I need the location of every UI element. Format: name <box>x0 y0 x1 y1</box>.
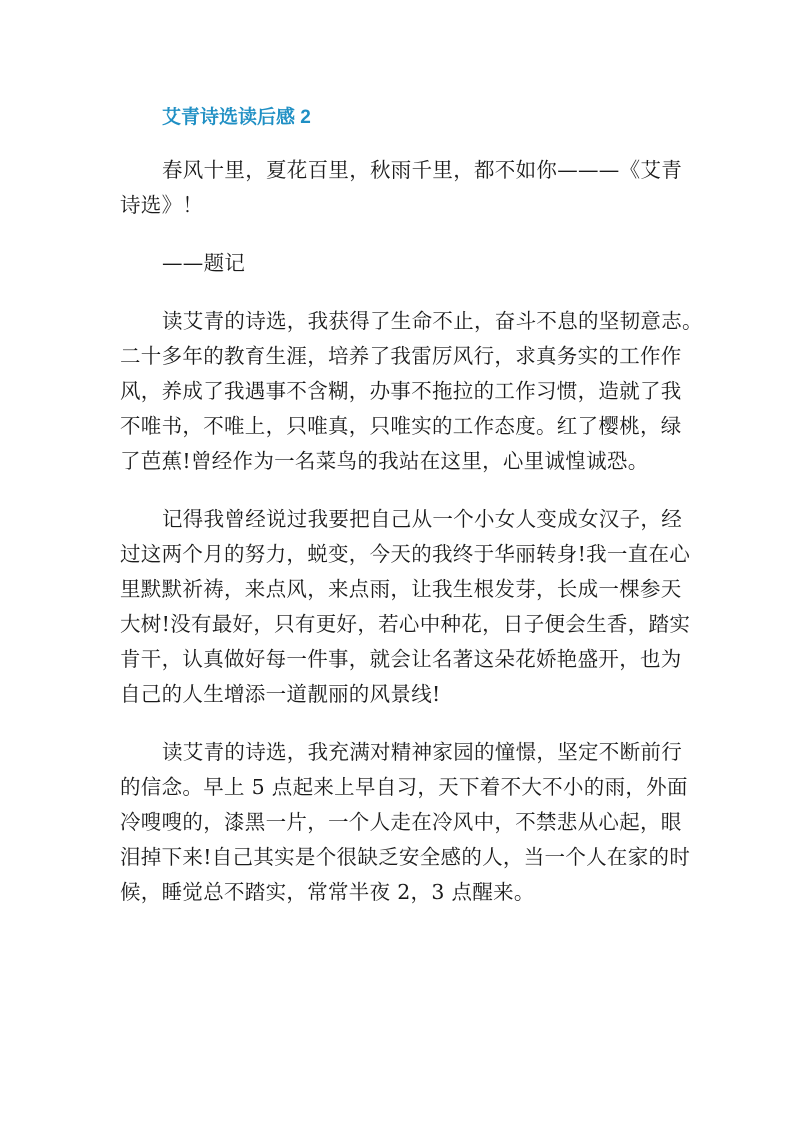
text-line: 冷嗖嗖的，漆黑一片，一个人走在冷风中，不禁悲从心起，眼 <box>120 810 682 834</box>
text-line: 过这两个月的努力，蜕变，今天的我终于华丽转身!我一直在心 <box>120 542 691 566</box>
text-line: 大树!没有最好，只有更好，若心中种花，日子便会生香，踏实 <box>120 612 691 636</box>
text-line: 了芭蕉!曾经作为一名菜鸟的我站在这里，心里诚惶诚恐。 <box>120 449 649 473</box>
text-line: 读艾青的诗选，我获得了生命不止，奋斗不息的坚韧意志。 <box>162 309 703 333</box>
text-line: 泪掉下来!自己其实是个很缺乏安全感的人，当一个人在家的时 <box>120 845 691 869</box>
text-line: 二十多年的教育生涯，培养了我雷厉风行，求真务实的工作作 <box>120 344 682 368</box>
document-page <box>120 104 703 933</box>
text-line: 诗选》！ <box>120 193 204 217</box>
text-line: ——题记 <box>162 251 246 275</box>
document-title: 艾青诗选读后感 2 <box>162 107 311 128</box>
text-line: 风，养成了我遇事不含糊，办事不拖拉的工作习惯，造就了我 <box>120 379 682 403</box>
epigraph-attribution <box>120 246 682 281</box>
text-line: 春风十里，夏花百里，秋雨千里，都不如你———《艾青 <box>162 158 682 182</box>
text-line: 候，睡觉总不踏实，常常半夜 2，3 点醒来。 <box>120 880 535 904</box>
text-line: 里默默祈祷，来点风，来点雨，让我生根发芽，长成一棵参天 <box>120 577 682 601</box>
text-line: 肯干，认真做好每一件事，就会让名著这朵花娇艳盛开，也为 <box>120 647 682 671</box>
text-line: 记得我曾经说过我要把自己从一个小女人变成女汉子，经 <box>162 507 682 531</box>
body-paragraph-2 <box>120 502 691 712</box>
epigraph-paragraph <box>120 153 682 223</box>
text-line: 不唯书，不唯上，只唯真，只唯实的工作态度。红了樱桃，绿 <box>120 414 682 438</box>
body-paragraph-3 <box>120 735 691 910</box>
body-paragraph-1 <box>120 304 703 479</box>
text-line: 自己的人生增添一道靓丽的风景线! <box>120 682 441 706</box>
text-line: 读艾青的诗选，我充满对精神家园的憧憬，坚定不断前行 <box>162 740 682 764</box>
text-line: 的信念。早上 5 点起来上早自习，天下着不大不小的雨，外面 <box>120 775 688 799</box>
